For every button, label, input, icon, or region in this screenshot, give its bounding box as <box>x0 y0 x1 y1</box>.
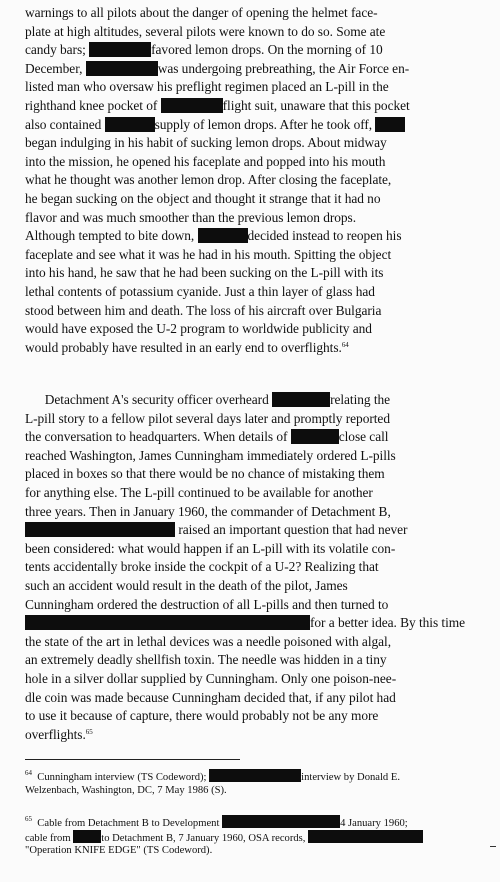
text-line <box>25 614 483 633</box>
text-span: Detachment A's security officer overheard <box>44 392 269 407</box>
text-line <box>25 97 483 116</box>
footnote-mark: 64 <box>25 769 32 777</box>
text-line: been considered: what would happen if an L-pill with its volatile con- <box>25 540 396 556</box>
text-line: warnings to all pilots about the danger of opening the helmet face- <box>25 5 378 20</box>
text-line: into the mission, he opened his faceplate and popped into his mouth <box>25 153 386 169</box>
text-span: the conversation to headquarters. When details of <box>25 429 288 445</box>
text-line: plate at high altitudes, several pilots were known to do so. Some ate <box>25 23 386 39</box>
footnote-ref: 65 <box>85 727 93 736</box>
redaction-block <box>89 42 151 57</box>
text-span: cable from <box>25 832 71 844</box>
redaction-block <box>272 392 330 407</box>
redaction-block <box>25 615 310 630</box>
text-line: listed man who oversaw his preflight regimen placed an L-pill in the <box>25 79 389 95</box>
text-line: into his hand, he saw that he had been sucking on the L-pill with its <box>25 265 384 281</box>
text-line: for anything else. The L-pill continued to be available for another <box>25 484 373 500</box>
text-span: righthand knee pocket of <box>25 97 158 113</box>
redaction-block <box>209 769 301 782</box>
text-line: began indulging in his habit of sucking lemon drops. About midway <box>25 135 387 151</box>
footnote-64 <box>25 769 485 798</box>
text-span: supply of lemon drops. After he took off, <box>154 116 373 132</box>
text-line <box>25 521 483 540</box>
text-line: three years. Then in January 1960, the commander of Detachment B, <box>25 503 391 519</box>
text-line: an extremely deadly shellfish toxin. The needle was hidden in a tiny <box>25 652 387 668</box>
text-span: Cable from Detachment B to Development <box>37 818 220 829</box>
text-line: stood between him and death. The loss of his aircraft over Bulgaria <box>25 302 382 318</box>
text-span: also contained <box>25 116 102 132</box>
text-line: "Operation KNIFE EDGE" (TS Codeword). <box>25 845 213 856</box>
text-line: dle coin was made because Cunningham decided that, if any pilot had <box>25 689 396 705</box>
text-line: reached Washington, James Cunningham immediately ordered L-pills <box>25 447 396 463</box>
redaction-block <box>308 830 423 843</box>
footnote-mark: 65 <box>25 815 32 823</box>
footnote-divider <box>25 759 240 760</box>
text-span: interview by Donald E. <box>301 772 400 783</box>
text-span: Although tempted to bite down, <box>25 228 195 244</box>
redaction-block <box>25 522 175 537</box>
text-line: lethal contents of potassium cyanide. Just a thin layer of glass had <box>25 283 375 299</box>
redaction-block <box>86 61 158 76</box>
redaction-block <box>222 815 340 828</box>
text-span: relating the <box>330 392 391 407</box>
text-line <box>25 769 485 784</box>
text-line: hole in a silver dollar supplied by Cunningham. Only one poison-nee- <box>25 670 397 686</box>
text-span: favored lemon drops. On the morning of 10 <box>151 42 383 58</box>
text-span: decided instead to reopen his <box>247 228 402 244</box>
redaction-block <box>375 117 405 132</box>
text-line <box>25 391 483 410</box>
text-span: flight suit, unaware that this pocket <box>222 97 410 113</box>
redaction-block <box>105 117 155 132</box>
redaction-block <box>161 98 223 113</box>
text-span: for a better idea. By this time <box>310 615 465 631</box>
text-line: faceplate and see what it was he had in his mouth. Spitting the object <box>25 246 392 262</box>
text-span: 4 January 1960; <box>340 818 408 829</box>
text-line <box>25 41 483 60</box>
redaction-block <box>291 429 339 444</box>
redaction-block <box>73 830 101 843</box>
text-line: Welzenbach, Washington, DC, 7 May 1986 (S). <box>25 784 227 796</box>
text-line <box>25 428 483 447</box>
text-line: L-pill story to a fellow pilot several days later and promptly reported <box>25 410 390 426</box>
footnote-ref: 64 <box>341 340 349 349</box>
footnote-65 <box>25 815 485 859</box>
text-line: to use it because of capture, there would probably not be any more <box>25 708 379 724</box>
text-span: was undergoing prebreathing, the Air Force en- <box>157 60 410 76</box>
paragraph-1 <box>25 4 483 357</box>
text-line <box>25 830 485 845</box>
text-line <box>25 339 483 358</box>
text-line <box>25 815 485 830</box>
text-line: what he thought was another lemon drop. After closing the faceplate, <box>25 172 392 188</box>
text-span: to Detachment B, 7 January 1960, OSA records, <box>101 832 306 844</box>
text-span: overflights. <box>25 726 86 742</box>
text-line: Cunningham ordered the destruction of all L-pills and then turned to <box>25 596 389 612</box>
text-span: candy bars; <box>25 42 86 58</box>
text-span: December, <box>25 60 83 76</box>
text-span: raised an important question that had never <box>178 522 408 538</box>
text-line <box>25 227 483 246</box>
text-span: close call <box>338 429 389 445</box>
text-line <box>25 726 483 745</box>
redaction-block <box>198 228 248 243</box>
margin-mark <box>490 846 496 847</box>
text-line: flavor and was much smoother than the previous lemon drops. <box>25 209 356 225</box>
text-line: would have exposed the U-2 program to worldwide publicity and <box>25 321 372 337</box>
text-span: Cunningham interview (TS Codeword); <box>37 772 207 783</box>
text-line: he began sucking on the object and thought it strange that it had no <box>25 190 381 206</box>
text-line <box>25 116 483 135</box>
paragraph-2 <box>25 391 483 744</box>
text-span: would probably have resulted in an early end to overflights. <box>25 339 342 355</box>
text-line: such an accident would result in the death of the pilot, James <box>25 577 348 593</box>
text-line: the state of the art in lethal devices was a needle poisoned with algal, <box>25 633 392 649</box>
text-line <box>25 60 483 79</box>
text-line: placed in boxes so that there would be no chance of mistaking them <box>25 466 385 482</box>
text-line: tents accidentally broke inside the cockpit of a U-2? Realizing that <box>25 559 379 575</box>
